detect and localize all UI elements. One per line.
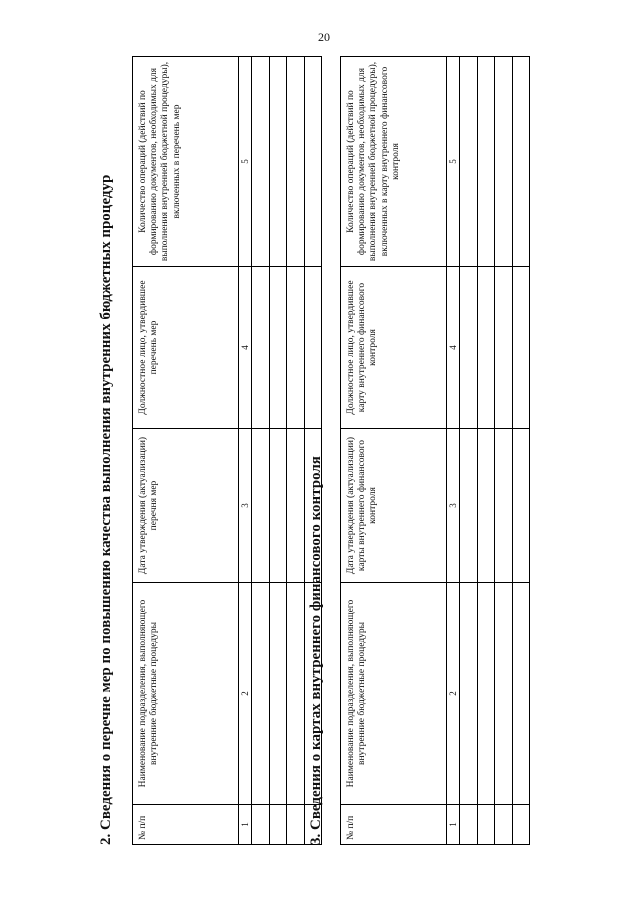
table-row	[460, 57, 478, 845]
table-cell	[460, 805, 478, 845]
column-number: 5	[239, 57, 252, 267]
measures-table-header	[133, 57, 239, 845]
table-cell	[252, 429, 270, 583]
measures-table	[132, 56, 322, 845]
table-cell	[287, 57, 305, 267]
table-cell	[512, 583, 530, 805]
table-cell	[512, 805, 530, 845]
table-row	[477, 57, 495, 845]
table-cell	[460, 57, 478, 267]
table-cell	[269, 57, 287, 267]
table-row	[512, 57, 530, 845]
table-cell	[269, 267, 287, 429]
header-cell-number: № п/п	[133, 805, 239, 845]
table-cell	[287, 583, 305, 805]
table-cell	[252, 583, 270, 805]
table-cell	[495, 57, 513, 267]
table-cell	[512, 57, 530, 267]
table-cell	[460, 429, 478, 583]
table-cell	[287, 805, 305, 845]
column-number: 1	[447, 805, 460, 845]
table-cell	[304, 267, 322, 429]
table-cell	[477, 805, 495, 845]
column-number: 1	[239, 805, 252, 845]
section-2-title: 2. Сведения о перечне мер по повышению качества выполнения внутренних бюджетных процедур	[98, 174, 114, 845]
control-cards-table	[340, 56, 530, 845]
table-cell	[269, 805, 287, 845]
column-number: 4	[447, 267, 460, 429]
header-cell-department: Наименование подразделения, выполняющего внутренние бюджетные процедуры	[341, 583, 447, 805]
table-cell	[252, 267, 270, 429]
column-number: 3	[447, 429, 460, 583]
column-number: 2	[239, 583, 252, 805]
header-cell-approval-date: Дата утверждения (актуализации) карты внутреннего финансового контроля	[341, 429, 447, 583]
column-number-row	[239, 57, 252, 845]
header-cell-operations-count: Количество операций (действий по формированию документов, необходимых для выполнения внутренней бюджетной процедуры), включенных в перечень мер	[133, 57, 239, 267]
control-cards-table-header	[341, 57, 447, 845]
table-row	[495, 57, 513, 845]
table-cell	[495, 583, 513, 805]
column-number: 4	[239, 267, 252, 429]
table-cell	[477, 57, 495, 267]
table-cell	[512, 267, 530, 429]
table-cell	[495, 805, 513, 845]
table-row	[252, 57, 270, 845]
header-cell-approval-date: Дата утверждения (актуализации) перечня мер	[133, 429, 239, 583]
rotated-page-content	[90, 45, 570, 845]
table-cell	[460, 267, 478, 429]
page-number: 20	[318, 30, 330, 44]
table-cell	[495, 267, 513, 429]
column-number: 3	[239, 429, 252, 583]
table-row	[287, 57, 305, 845]
column-number: 5	[447, 57, 460, 267]
table-cell	[304, 57, 322, 267]
table-cell	[477, 583, 495, 805]
table-cell	[287, 429, 305, 583]
table-cell	[477, 429, 495, 583]
header-cell-operations-count: Количество операций (действий по формированию документов, необходимых для выполнения внутренней бюджетной процедуры), включенных в карту внутреннего финансового контроля	[341, 57, 447, 267]
section-3-title: 3. Сведения о картах внутреннего финансового контроля	[308, 456, 324, 845]
table-cell	[269, 429, 287, 583]
table-cell	[252, 805, 270, 845]
column-number: 2	[447, 583, 460, 805]
header-cell-official: Должностное лицо, утвердившее перечень мер	[133, 267, 239, 429]
table-cell	[512, 429, 530, 583]
header-cell-department: Наименование подразделения, выполняющего внутренние бюджетные процедуры	[133, 583, 239, 805]
table-row	[269, 57, 287, 845]
table-cell	[252, 57, 270, 267]
table-cell	[495, 429, 513, 583]
table-cell	[460, 583, 478, 805]
header-cell-number: № п/п	[341, 805, 447, 845]
table-cell	[287, 267, 305, 429]
header-cell-official: Должностное лицо, утвердившее карту внутреннего финансового контроля	[341, 267, 447, 429]
table-cell	[269, 583, 287, 805]
column-number-row	[447, 57, 460, 845]
table-cell	[477, 267, 495, 429]
